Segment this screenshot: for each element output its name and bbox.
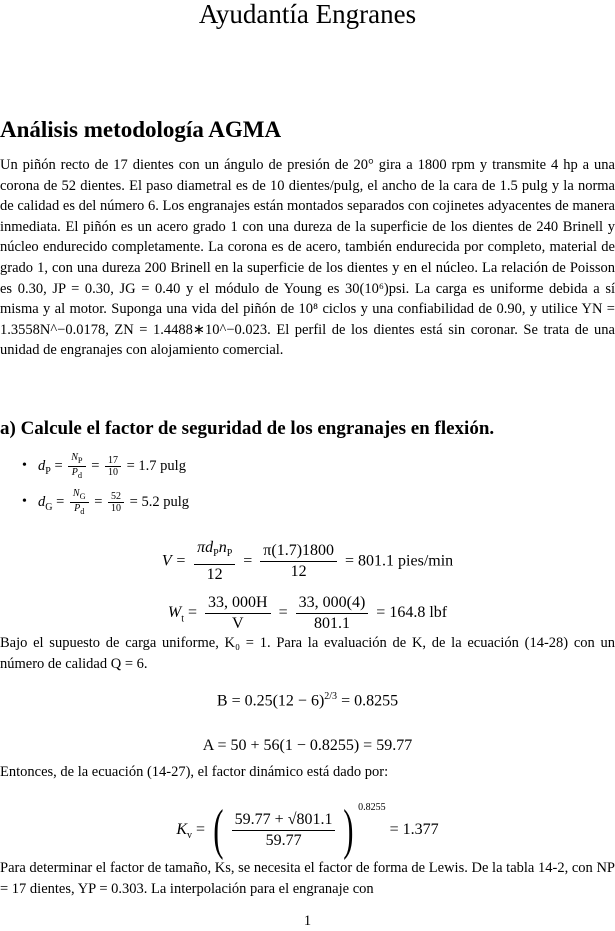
pinion-diameter-equation: $d_P$ = $\frac{N_P}{P_d}$ = $\frac{17}{10}$ = 1.7 pulg xyxy=(38,452,186,481)
pitch-line-velocity-equation: V = $\frac{\pi d_Pn_P}{12}$ = $\frac{\pi(1.7)1800}{12}$ = 801.1 pies/min xyxy=(161,539,454,584)
subsection-title: a) Calcule el factor de seguridad de los engranajes en flexión. xyxy=(0,418,495,439)
page-title: Ayudantía Engranes xyxy=(198,0,417,29)
transmitted-load-equation: $W_t$ = $\frac{33, 000H}{V}$ = $\frac{33, 000(4)}{801.1}$ = 164.8 lbf xyxy=(167,594,448,632)
size-factor-paragraph: Para determinar el factor de tamaño, Ks, se necesita el factor de forma de Lewis. De la tabla 14-2, con NP = 17 dientes, YP = 0.303. La interpolación para el engranaje con xyxy=(0,860,615,897)
page-number: 1 xyxy=(303,913,312,929)
gear-diameter-equation: $d_G$ = $\frac{N_G}{P_d}$ = $\frac{52}{10}$ = 5.2 pulg xyxy=(38,488,190,517)
a-equation: A = 50 + 56(1 − 0.8255) = 59.77 xyxy=(202,737,413,754)
b-equation: $B = 0.25(12 - 6)^{2/3} = 0.8255$ xyxy=(216,691,399,710)
list-item xyxy=(22,484,189,520)
dynamic-factor-equation: $K_v$ = ( $\frac{59.77 + √801.1}{59.77}$ ) $^{0.8255}$ = 1.377 xyxy=(176,799,439,862)
dynamic-factor-paragraph: Entonces, de la ecuación (14-27), el factor dinámico está dado por: xyxy=(0,764,389,780)
load-assumption-paragraph: Bajo el supuesto de carga uniforme, K₀ = 1. Para la evaluación de K, de la ecuación (14-28) con un número de calidad Q = 6. xyxy=(0,635,615,672)
diameter-list xyxy=(22,448,189,520)
list-item xyxy=(22,448,189,484)
problem-statement: Un piñón recto de 17 dientes con un ángulo de presión de 20° gira a 1800 rpm y transmite 4 hp a una corona de 52 dientes. El paso diametral es de 10 dientes/pulg, el ancho de la cara de 1.5 pulg y la norma de calidad es del número 6. Los engranajes están montados separados con cojinetes adyacentes de manera inmediata. El piñón es un acero grado 1 con una dureza de la superficie de los dientes de 240 Brinell y núcleo endurecido completamente. La corona es de acero, también endurecida por completo, material de grado 1, con una dureza 200 Brinell en la superficie de los dientes y en el núcleo. La relación de Poisson es 0.30, JP = 0.30, JG = 0.40 y el módulo de Young es 30(10⁶)psi. La carga es uniforme debida a sí misma y al motor. Suponga una vida del piñón de 10⁸ ciclos y una confiabilidad de 0.90, y utilice YN = 1.3558N^−0.0178, ZN = 1.4488∗10^−0.023. El perfil de los dientes está sin coronar. Se trata de una unidad de engranajes con alojamiento comercial. xyxy=(0,157,615,359)
section-title: Análisis metodología AGMA xyxy=(0,117,282,142)
